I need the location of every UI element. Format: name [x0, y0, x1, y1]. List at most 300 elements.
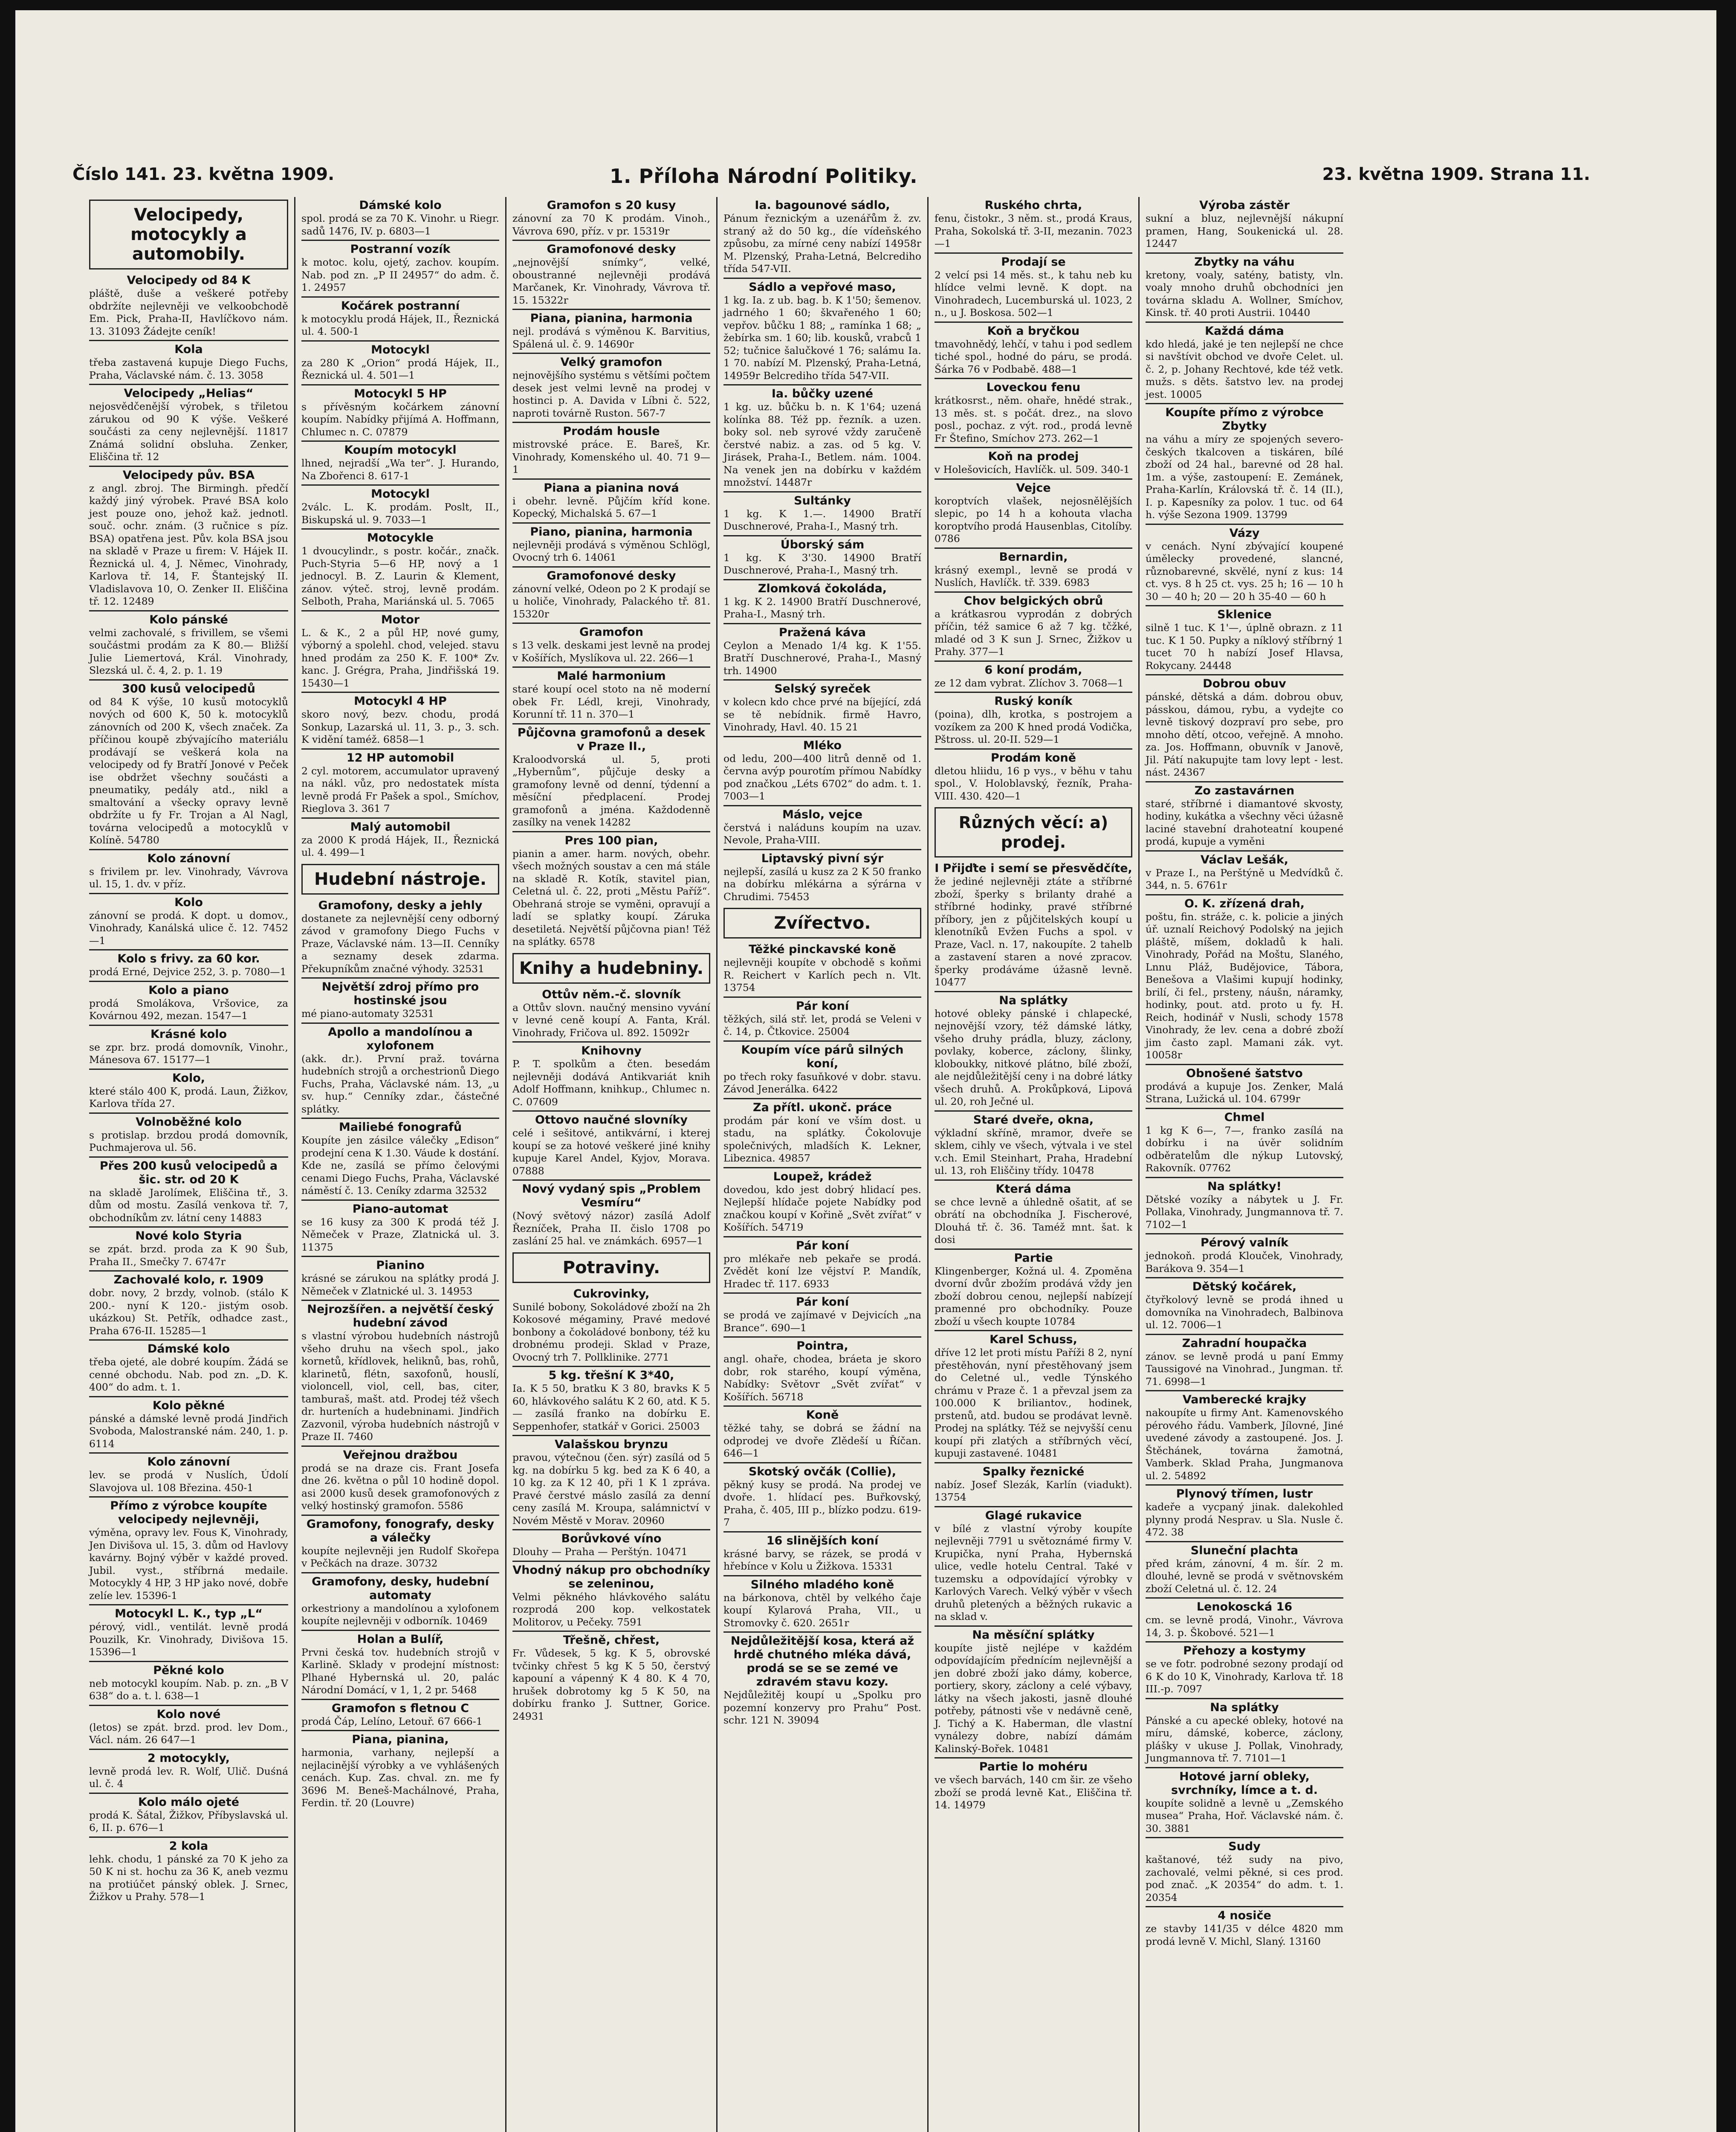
ad-text: nakoupíte u firmy Ant. Kamenovského pérového řádu. Vamberk, Jílovné, Jiné uvedené závody a zastoupené. Jos. J. Štěchánek, továrna žamotná, Vamberk. Sklad Praha, Jungmanova ul. 2. 54892 — [1146, 1407, 1343, 1482]
classified-ad — [935, 1625, 1132, 1758]
ad-title: Koupíte přímo z výrobce Zbytky — [1165, 406, 1324, 433]
ad-title: Selský syreček — [774, 682, 871, 695]
classified-ad — [723, 1405, 921, 1462]
section-heading: Různých věcí: a) prodej. — [935, 807, 1132, 857]
ad-title: Pres 100 pian, — [564, 834, 658, 847]
ad-text: (Nový světový názor) zasílá Adolf Řezníček, Praha II. čislo 1708 po zaslání 25 hal. ve známkách. 6957—1 — [512, 1210, 710, 1247]
classified-ad — [935, 1462, 1132, 1506]
ad-text: od 84 K výše, 10 kusů motocyklů nových od 600 K, 50 k. motocyklů zánovních od 200 K, všech značek. Za příčinou koupě zbývajícího materiálu prodávají se veškerá kola na velocipedy od fy Bratří Jonové v Peček ise obdržet všechny součásti a pneumatiky, pedály atd., nikl a smaltování a všecky opravy levně obdržíte u fy Fr. Trojan a Al Nagl, továrna velocipedů a motocyklů v Kolíně. 54780 — [89, 695, 288, 846]
ad-title: Bernardin, — [999, 550, 1068, 564]
classified-ad — [301, 1730, 499, 1812]
ad-title: Obnošené šatstvo — [1186, 1066, 1303, 1080]
classified-ad — [301, 897, 499, 978]
classified-ad — [723, 941, 921, 996]
ad-text: prodává a kupuje Jos. Zenker, Malá Strana, Lužická ul. 104. 6799r — [1146, 1080, 1343, 1105]
ad-title: Pár koní — [796, 999, 849, 1013]
ad-title: Staré dveře, okna, — [973, 1113, 1094, 1127]
ad-text: pravou, výtečnou (čen. sýr) zasílá od 5 kg. na dobírku 5 kg. bed za K 6 40, a 10 kg. za K 12 40, při 1 K 1 zpráva. Pravé čerstvé máslo zasílá za denní ceny zasílá M. Kroupa, salámnictví v Novém Městě v Morav. 20960 — [512, 1451, 710, 1527]
classified-ad — [1146, 252, 1343, 322]
ad-text: s protislap. brzdou prodá domovník, Puchmajerova ul. 56. — [89, 1129, 288, 1153]
classified-ad — [301, 1630, 499, 1699]
ad-text: pánské, dětská a dám. dobrou obuv, pásskou, dámou, rybu, a vydejte co levně tiskový dozpraví pro sebe, pro mnoho dětí, otcoo, veřejně. A mnoho. za. Jos. Hoffmann, obuvník v Janově, Jil. Pátí nakupujte tam lovy lept - lest. nást. 24367 — [1146, 691, 1343, 778]
ad-text: kdo hledá, jaké je ten nejlepší ne chce si navštívit obchod ve dvoře Celet. ul. č. 2, p. Johany Rechtové, kde též vetk. mužs. s děts. šatstvo lev. na prodej jest. 10005 — [1146, 338, 1343, 400]
classified-ad — [301, 1699, 499, 1730]
classified-ad — [723, 1336, 921, 1405]
ad-title: Výroba zástěr — [1199, 199, 1290, 212]
ad-text: dobr. novy, 2 brzdy, volnob. (stálo K 200.- nyní K 120.- jistým osob. ukázkou) St. Petřík, odhadce zast., Praha 676-II. 15285—1 — [89, 1287, 288, 1337]
classified-ad — [935, 447, 1132, 478]
classified-ad — [512, 197, 710, 240]
ad-text: s 13 velk. deskami jest levně na prodej v Košířích, Myslíkova ul. 22. 266—1 — [512, 639, 710, 664]
classified-ad — [935, 1110, 1132, 1179]
classified-ad — [723, 535, 921, 579]
ad-text: prodá Čáp, Lelíno, Letouř. 67 666-1 — [301, 1715, 483, 1727]
ad-text: ve všech barvách, 140 cm šir. ze všeho zboží se prodá levně Kat., Eliščina tř. 14. 14979 — [935, 1774, 1132, 1811]
ad-text: které stálo 400 K, prodá. Laun, Žižkov, Karlova třída 27. — [89, 1085, 288, 1109]
ad-text: zánovní za 70 K prodám. Vinoh., Vávrova 690, příz. v pr. 15319r — [512, 212, 710, 237]
classified-ad — [301, 1199, 499, 1256]
ad-text: Velmi pěkného hlávkového salátu rozprodá 200 kop. velkostatek Molitorov, u Pečeky. 7591 — [512, 1590, 710, 1628]
classified-ad — [935, 378, 1132, 447]
ad-text: prodám pár koní ve vším dost. u stadu, na splátky. Čokolovuje společnivých, mladších K. Lekner, Libeznica. 49857 — [723, 1114, 921, 1164]
classified-ad — [935, 252, 1132, 322]
ad-text: prodá Erné, Dejvice 252, 3. p. 7080—1 — [89, 966, 286, 978]
ad-text: nejlevněji prodává s výměnou Schlögl, Ovocný trh 6. 14061 — [512, 539, 710, 563]
classified-ad — [301, 610, 499, 692]
ad-title: Nejdůležitější kosa, která až hrdě chutného mléka dává, prodá se se se zemé ve zdravém stavu kozy. — [730, 1634, 914, 1689]
classified-ad — [512, 1366, 710, 1435]
ad-title: Lenokoscká 16 — [1196, 1600, 1293, 1613]
ad-title: Velocipedy pův. BSA — [122, 468, 255, 482]
classified-ad — [301, 384, 499, 441]
ad-title: Pérový valník — [1200, 1236, 1289, 1249]
ad-title: Ottův něm.-č. slovník — [542, 988, 681, 1001]
ad-title: Motocykl — [371, 343, 430, 356]
ad-title: Největší zdroj přímo pro hostinské jsou — [321, 980, 479, 1007]
classified-ad — [512, 986, 710, 1042]
ad-text: hotové obleky pánské i chlapecké, nejnovější vzory, též dámské látky, všeho druhy prádla, bluzy, záclony, povlaky, koberce, záclony, šlinky, kloboukky, nitkové plátno, bílé zboží, ale nejdůležitější ceny i na dobré látky všech druhů. A. Prokůpková, Lipová ul. 20, roh Ječné ul. — [935, 1007, 1132, 1107]
ad-title: Koupím více párů silných koní, — [741, 1043, 904, 1070]
ad-title: Postranní vozík — [350, 243, 451, 256]
ad-text: krásné se zárukou na splátky prodá J. Němeček v Zlatnické ul. 3. 14953 — [301, 1272, 499, 1297]
classified-ad — [1146, 1837, 1343, 1906]
ad-text: 1 kg. Ia. z ub. bag. b. K 1'50; šemenov. jadrného 1 60; škvařeného 1 60; vepřov. bůčku 1 88; „ ramínka 1 68; „ žebírka sm. 1 60; lib. kousků, vrabců 1 52; tučnice šalučkové 1 76; salámu Ia. 1 70. nabízí M. Plzenský, Praha-Letná, 14959r Belcrediho třída 547-VII. — [723, 294, 921, 382]
classified-ad — [89, 1793, 288, 1837]
classified-ad — [935, 1506, 1132, 1625]
ad-title: Mléko — [803, 739, 842, 752]
classified-ad — [723, 579, 921, 623]
ad-text: se prodá ve zajímavé v Dejvicích „na Brance“. 690—1 — [723, 1309, 921, 1334]
ad-text: Fr. Vůdesek, 5 kg. K 5, obrovské tvčinky chřest 5 kg K 5 50, čerstvý kapouní a vápenný K 4 80. K 4 70, hrušek dobrotomy kg 5 K 50, na dobírku franko J. Suttner, Gorice. 24931 — [512, 1647, 710, 1722]
ad-title: Chov belgických obrů — [963, 594, 1103, 608]
classified-ad — [512, 1561, 710, 1631]
classified-ad — [89, 1112, 288, 1156]
ad-title: Glagé rukavice — [985, 1509, 1082, 1522]
ad-title: Ia. bůčky uzené — [771, 387, 874, 400]
column-3 — [505, 197, 716, 2132]
classified-ad — [935, 692, 1132, 748]
classified-ad — [1146, 1177, 1343, 1234]
ad-title: Borůvkové víno — [561, 1532, 662, 1545]
classified-ad — [89, 1837, 288, 1906]
classified-ad — [1146, 1906, 1343, 1950]
ad-text: krásné barvy, se rázek, se prodá v hřebínce v Kolu u Žižkova. 15331 — [723, 1547, 921, 1572]
ad-text: před krám, zánovní, 4 m. šír. 2 m. dlouhé, levně se prodá v světnovském zboží Celetná ul. č. 12. 24 — [1146, 1557, 1343, 1595]
ad-title: Těžké pinckavské koně — [749, 943, 896, 956]
ad-text: 1 kg. K 1.—. 14900 Bratří Duschnerové, Praha-I., Masný trh. — [723, 507, 921, 532]
ad-title: Motor — [381, 613, 420, 626]
ad-title: I Přijďte i semí se přesvědčíte, — [935, 862, 1132, 875]
ad-title: Sultánky — [794, 494, 851, 507]
classified-ad — [512, 1286, 710, 1366]
ad-title: Kolo nové — [156, 1707, 221, 1721]
ad-title: Ia. bagounové sádlo, — [755, 199, 890, 212]
ad-text: koroptvích vlašek, nejosnělějších slepic, po 14 h a kohouta vlacha koroptvího prodá Hausenblas, Citolíby. 0786 — [935, 495, 1132, 545]
ad-text: dovedou, kdo jest dobrý hlidací pes. Nejlepší hlídače pojete Nabídky pod značkou koupí v Kořině „Svět zvířat“ v Košířích. 54719 — [723, 1183, 921, 1233]
ad-text: (letos) se zpát. brzd. prod. lev Dom., Václ. nám. 26 647—1 — [89, 1721, 288, 1746]
classified-ad — [935, 748, 1132, 805]
ad-text: od ledu, 200—400 litrů denně od 1. června avýp pourotím přímou Nabídky pod značkou „Léts 6702“ do adm. t. 1. 7003—1 — [723, 752, 921, 802]
classified-ad — [89, 1452, 288, 1496]
ad-text: harmonia, varhany, nejlepší a nejlacinější výrobky a ve vyhlášených cenách. Kup. Zas. chval. zn. me fy 3696 M. Beneš-Machálnové, Praha, Ferdin. tř. 20 (Louvre) — [301, 1747, 499, 1809]
classified-ad — [89, 1156, 288, 1227]
classified-ad — [723, 384, 921, 491]
section-heading: Potraviny. — [512, 1252, 710, 1283]
section-heading: Hudební nástroje. — [301, 864, 499, 895]
ad-title: Kolo zánovní — [147, 1455, 230, 1469]
ad-text: pánské a dámské levně prodá Jindřich Svoboda, Malostranské nám. 240, 1. p. 6114 — [89, 1412, 288, 1450]
ad-title: Půjčovna gramofonů a desek v Praze II., — [517, 726, 706, 753]
classified-ad — [723, 1531, 921, 1575]
classified-ad — [1146, 1597, 1343, 1641]
ad-title: Chmel — [1224, 1110, 1265, 1124]
classified-ad — [1146, 524, 1343, 605]
ad-title: Zbytky na váhu — [1194, 255, 1295, 269]
classified-ad — [723, 849, 921, 906]
ad-text: 1 kg. K 2. 14900 Bratří Duschnerové, Praha-I., Masný trh. — [723, 595, 921, 620]
ad-text: 2válc. L. K. prodám. Poslt, II., Biskupská ul. 9. 7033—1 — [301, 501, 499, 526]
classified-ad — [89, 1339, 288, 1396]
ad-text: k motocyklu prodá Hájek, II., Řeznická ul. 4. 500-1 — [301, 313, 499, 337]
ad-text: celé i sešitové, antikvární, i kterej koupí se za hotové veškeré jiné knihy kupuje Karel Andel, Kyjov, Morava. 07888 — [512, 1127, 710, 1177]
ad-text: Klingenberger, Kožná ul. 4. Zpoměna dvorní dvůr zbožím prodává vždy jen zboží dobrou cenou, nejlepší nabízejí pramenné pro obchodníky. Pouze zboží u všech koupte 10784 — [935, 1265, 1132, 1327]
ad-title: Piana, pianina, — [352, 1733, 449, 1746]
ad-text: že jediné nejlevněji ztáte a stříbrné zboží, šperky s brilanty drahé a stříbrné hodinky, pravé stříbrné příbory, jen z půjčitelských koupí u klenotníků Evžen Fuchs a spol. v Praze, Vacl. n. 17, nakoupíte. 2 tahelb a zastavení staren a nové zpracov. šperky prodáváme úžasně levně. 10477 — [935, 875, 1132, 988]
classified-ad — [512, 1179, 710, 1250]
issue-date: Číslo 141. 23. května 1909. — [72, 165, 335, 184]
classified-ad — [301, 1572, 499, 1630]
ad-text: po třech roky fasuňkové v dobr. stavu. Závod Jenerálka. 6422 — [723, 1070, 921, 1095]
classified-ad — [301, 1515, 499, 1572]
ad-text: na váhu a míry ze spojených severo-českých tkalcoven a tiskáren, bílé zboží od 24 hal., barevné od 28 hal. 1m. a výše, zastoupení: E. Zemánek, Praha-Karlín, Královská tř. č. 14 (II.), I. p. Kapesníky za polov. 1 tuc. od 64 h. výše Sezona 1909. 13799 — [1146, 433, 1343, 521]
classified-ad — [1146, 322, 1343, 403]
ad-text: Nejdůležitěj koupí u „Spolku pro pozemní konzervy pro Prahu“ Post. schr. 121 N. 39094 — [723, 1689, 921, 1726]
ad-text: nejlevněji koupíte v obchodě s koňmi R. Reichert v Karlích pech n. Vlt. 13754 — [723, 956, 921, 994]
ad-text: silně 1 tuc. K 1'—, úplně obrazn. z 11 tuc. K 1 50. Pupky a níklový stříbrný 1 tucet 70 h nabízí Josef Hlavsa, Rokycany. 24448 — [1146, 622, 1343, 672]
classified-ad — [935, 1330, 1132, 1462]
ad-text: nejosvědčenější výrobek, s třiletou zárukou od 90 K výše. Veškeré součásti za ceny nejlevnější. 11817 Známá solidní obsluha. Zenker, Eliščina tř. 12 — [89, 400, 288, 463]
ad-title: Dobrou obuv — [1203, 677, 1286, 690]
ad-title: 300 kusů velocipedů — [122, 682, 255, 695]
classified-ad — [723, 1292, 921, 1336]
ad-text: za 280 K „Orion“ prodá Hájek, II., Řeznická ul. 4. 501—1 — [301, 356, 499, 381]
ad-title: Spalky řeznické — [982, 1465, 1085, 1478]
ad-text: Dětské vozíky a nábytek u J. Fr. Pollaka, Vinohrady, Jungmannova tř. 7. 7102—1 — [1146, 1193, 1343, 1231]
ad-title: Úborský sám — [780, 538, 865, 551]
ad-title: Prodám housle — [563, 425, 660, 438]
ad-text: zánovní velké, Odeon po 2 K prodají se u holiče, Vinohrady, Palackého tř. 81. 15320r — [512, 582, 710, 620]
classified-ad — [89, 679, 288, 849]
classified-ad — [935, 1179, 1132, 1248]
classified-ad — [89, 466, 288, 610]
ad-title: Piana, pianina, harmonia — [530, 312, 693, 325]
ad-text: cm. se levně prodá, Vinohr., Vávrova 14, 3. p. Škobové. 521—1 — [1146, 1614, 1343, 1639]
ad-text: pérový, vidl., ventilát. levně prodá Pouzilk, Kr. Vinohrady, Divišova 15. 15396—1 — [89, 1621, 288, 1658]
ad-title: 4 nosiče — [1218, 1909, 1271, 1922]
ad-text: dříve 12 let proti místu Paříži 8 2, nyní přestěhován, nyní přestěhovaný jsem do Celetné ul., vedle Týnského chrámu v Praze č. 1 a převzal jsem za 100.000 K briliantov., hodinek, prstenů, atd. budou se prodávat levně. Prodej na splátky. Též se nejvyšší cenu koupí při zlatých a stříbrných věcí, kupuji zastavené. 10481 — [935, 1347, 1132, 1459]
ad-title: Kola — [174, 343, 203, 356]
ad-text: v Holešovicích, Havlíčk. ul. 509. 340-1 — [935, 463, 1130, 475]
ad-text: L. & K., 2 a půl HP, nové gumy, výborný a spolehl. chod, velejed. stavu hned prodám za 250 K. F. 100* Zv. kanc. J. Grégra, Praha, Jindřišská 19. 15430—1 — [301, 626, 499, 689]
ad-text: krásný exempl., levně se prodá v Nuslích, Havlíčk. tř. 339. 6983 — [935, 564, 1132, 588]
ad-text: skoro nový, bezv. chodu, prodá Sonkup, Lazarská ul. 11, 3. p., 3. sch. K vidění taméž. 6858—1 — [301, 708, 499, 745]
classified-ad — [723, 1631, 921, 1729]
ad-text: v cenách. Nyní zbývající koupené úmělecky provedené, slancné, různobarevné, skvělé, nyní z kus: 14 ct. vys. 8 h 25 ct. vys. 25 h; 16 — 10 h 30 — 40 h; 20 — 20 h 35-40 — 60 h — [1146, 540, 1343, 603]
ad-title: Pianino — [376, 1259, 425, 1272]
ad-text: třeba zastavená kupuje Diego Fuchs, Praha, Václavské nám. č. 13. 3058 — [89, 356, 288, 381]
page-number: 23. května 1909. Strana 11. — [1322, 165, 1590, 184]
ad-title: Kolo a piano — [148, 983, 229, 997]
ad-text: z angl. zbroj. The Birmingh. předčí každý jiný výrobek. Pravé BSA kolo jest pouze ono, jehož kaž. jednotl. souč. ochr. znám. (3 ručnice s píz. BSA) opatřena jest. Pův. kola BSA jsou na skladě v Praze u firem: V. Hájek II. Řeznická ul. 4, J. Němec, Vinohrady, Karlova tř. 14, F. Štantejský II. Vladislavova 10, O. Zenker II. Eliščina tř. 12. 12489 — [89, 482, 288, 607]
ad-text: Dlouhy — Praha — Perštýn. 10471 — [512, 1546, 688, 1558]
ad-text: ze stavby 141/35 v délce 4820 mm prodá levně V. Michl, Slaný. 13160 — [1146, 1923, 1343, 1947]
ad-title: Zachovalé kolo, r. 1909 — [113, 1273, 264, 1286]
ad-text: prodá K. Šátal, Žižkov, Příbyslavská ul. 6, II. p. 676—1 — [89, 1809, 288, 1834]
ad-title: Prodají se — [1001, 255, 1066, 269]
ad-title: Kolo málo ojeté — [138, 1795, 240, 1809]
classified-ad — [89, 1226, 288, 1270]
ad-title: Loveckou fenu — [986, 381, 1081, 394]
ad-title: Na splátky — [1210, 1700, 1279, 1714]
ad-text: k motoc. kolu, ojetý, zachov. koupím. Nab. pod zn. „P II 24957“ do adm. č. 1. 24957 — [301, 256, 499, 293]
ad-text: na bárkonova, chtěl by velkého čaje koupí Kylarová Praha, VII., u Stromovky č. 620. 2651r — [723, 1591, 921, 1629]
ad-text: Kraloodvorská ul. 5, proti „Hybernům“, půjčuje desky a gramofony levně od denní, týdenní a měsíční předplacení. Prodej gramofonů a jména. Každodenně zasílky na venek 14282 — [512, 753, 710, 828]
ad-text: 1 kg. uz. bůčku b. n. K 1'64; uzená kolínka 88. Též pp. řezník. a uzen. boky sol. neb syrové vždy zaručeně čerstvé nabiz. a zas. od 5 kg. V. Jirásek, Praha-I., Betlem. nám. 1004. Na venek jen na dobírku v každém množství. 14487r — [723, 401, 921, 488]
ad-title: Motocykl L. K., typ „L“ — [115, 1607, 263, 1620]
page-header — [72, 165, 1590, 194]
ad-text: poštu, fin. stráže, c. k. policie a jiných úř. uznalí Reichový Podolský na jejich pláště, míšem, dokladů k hali. Vinohrady, Pořád na Moštu, Slaného, Lnnu Pláž, Budějovice, Tábora, Benešova a Vlašimi kupují hodinky, brilí, či fel., prsteny, náušn, náramky, hodinky, pout. atd. proto u fy. H. Reich, hodinář v Nusli, schody 1578 Vinohrady, že lev. cena a dobré zboží jim často zapl. Mamani zák. vyt. 10058r — [1146, 910, 1343, 1061]
classified-ad — [723, 1462, 921, 1531]
classified-ad — [935, 478, 1132, 547]
classified-ad — [1146, 1641, 1343, 1698]
ad-title: Sudy — [1228, 1840, 1261, 1853]
classified-ad — [301, 484, 499, 528]
classified-ad — [723, 1167, 921, 1236]
ad-title: Vhodný nákup pro obchodníky se zeleninou, — [512, 1563, 710, 1590]
ad-text: angl. ohaře, chodea, bráeta je skoro dobr, rok starého, koupí výměna, Nabídky: Světovr „Svět zvířat“ v Košířích. 56718 — [723, 1353, 921, 1403]
classified-ad — [301, 1300, 499, 1445]
ad-text: sukní a bluz, nejlevnější nákupní pramen, Hang, Soukenická ul. 28. 12447 — [1146, 212, 1343, 249]
classified-ad — [512, 353, 710, 422]
ad-text: pianin a amer. harm. nových, obehr. všech možných soustav a cen má stále na skladě R. Kotík, stavitel pian, Celetná ul. č. 22, proti „Městu Paříž“. Obehraná stroje se vyměni, opravují a ladí se splatky koupí. Záruka desetiletá. Největší půjčovna pian! Též na splátky. 6578 — [512, 847, 710, 947]
ad-text: 1 dvoucylindr., s postr. kočár., značk. Puch-Styria 5—6 HP, nový a 1 jednocyl. B. Z. Laurin & Klement, zánov. výteč. stroj, levně prodám. Selboth, Praha, Mariánská ul. 5. 7065 — [301, 545, 499, 607]
ad-title: Dámské kolo — [359, 199, 442, 212]
classified-ad — [935, 1757, 1132, 1814]
column-2 — [294, 197, 505, 2132]
ad-title: Velocipedy od 84 K — [127, 274, 251, 287]
classified-ad — [301, 1445, 499, 1515]
section-heading: Knihy a hudebniny. — [512, 953, 710, 984]
ad-title: Nové kolo Styria — [135, 1229, 242, 1243]
section-heading: Zvířectvo. — [723, 908, 921, 939]
ad-text: se ve fotr. podrobné sezony prodají od 6 K do 10 K, Vinohrady, Karlova tř. 18 III.-p. 7097 — [1146, 1658, 1343, 1695]
classified-ad — [512, 422, 710, 478]
ad-title: Gramofonové desky — [547, 243, 676, 256]
ad-text: staré koupí ocel stoto na ně moderní obek Fr. Lédl, kreji, Vinohrady, Korunní tř. 11 n. 370—1 — [512, 683, 710, 720]
ad-title: Piano-automat — [352, 1202, 448, 1216]
classified-ad — [935, 322, 1132, 378]
classified-ad — [935, 860, 1132, 991]
ad-text: levně prodá lev. R. Wolf, Ulič. Duśná ul. č. 4 — [89, 1765, 288, 1790]
ad-title: Na splátky! — [1207, 1179, 1282, 1193]
classified-ad — [89, 1396, 288, 1453]
ad-text: Ceylon a Menado 1/4 kg. K 1'55. Bratří Duschnerové, Praha-I., Masný trh. 14900 — [723, 639, 921, 677]
ad-title: 2 kola — [169, 1839, 208, 1853]
ad-title: 2 motocykly, — [148, 1751, 230, 1765]
classified-ad — [723, 197, 921, 278]
ad-title: Gramofon s fletnou C — [331, 1701, 469, 1715]
classified-ad — [512, 1529, 710, 1561]
ad-title: 6 koní prodám, — [984, 663, 1082, 677]
ad-text: a krátkasrou vyprodán z dobrých příčin, též samice 6 až 7 kg. tčžké, mladé od 3 K sun J. Srnec, Žižkov u Prahy. 377—1 — [935, 608, 1132, 658]
ad-title: Krásné kolo — [150, 1027, 227, 1041]
ad-text: s vlastní výrobou hudebních nástrojů všeho druhu na všech spol., jako kornetů, křídlovek, heliknů, bas, rohů, klarinetů, flétn, saxofonů, houslí, violoncell, viol, cell, bas, citer, tamburaš, mašt. atd. Prodej též všech dr. hurteních a hudebninami. Jindřich Zazvonil, výroba hudebních nástrojů v Praze II. 7460 — [301, 1330, 499, 1443]
ad-title: Loupež, krádež — [773, 1170, 872, 1183]
classified-ad — [723, 805, 921, 849]
classified-ad — [89, 849, 288, 893]
classified-ad — [301, 528, 499, 610]
column-1 — [83, 197, 294, 2132]
ad-title: Partie lo mohéru — [979, 1760, 1088, 1773]
classified-ad — [723, 1236, 921, 1293]
classified-ad — [89, 1705, 288, 1749]
ad-text: čerstvá i naláduns koupím na uzav. Nevole, Praha-VIII. — [723, 821, 921, 846]
classified-ad — [935, 991, 1132, 1110]
classified-ad — [1146, 1233, 1343, 1277]
supplement-title: 1. Příloha Národní Politiky. — [610, 165, 918, 188]
classified-ad — [723, 1575, 921, 1632]
ad-text: mé piano-automaty 32531 — [301, 1008, 434, 1020]
ad-title: Vamberecké krajky — [1182, 1393, 1307, 1406]
classified-ad — [1146, 1064, 1343, 1108]
ad-title: Hotové jarní obleky, svrchníky, límce a t. d. — [1171, 1770, 1318, 1797]
classified-ad — [512, 1110, 710, 1179]
ad-title: Motocykl 5 HP — [354, 387, 447, 400]
ad-text: (akk. dr.). První praž. továrna hudebních strojů a orchestrionů Diego Fuchs, Praha, Václavské nám. 13, „u sv. hup.“ Cenníky zdar., částečné splátky. — [301, 1052, 499, 1115]
ad-title: Zlomková čokoláda, — [758, 582, 887, 595]
ad-title: Skotský ovčák (Collie), — [748, 1465, 897, 1478]
classified-ad — [512, 666, 710, 723]
column-5 — [927, 197, 1138, 2132]
ad-title: Ruského chrta, — [984, 199, 1082, 212]
ad-text: ze 12 dam vybrat. Zlíchov 3. 7068—1 — [935, 677, 1124, 689]
ad-text: velmi zachovalé, s frivillem, se všemi součástmi prodám za K 80.— Bližší Julie Liemertová, Král. Vinohrady, Slezská ul. č. 4, 2. p. 1. 19 — [89, 626, 288, 676]
ad-text: těžkých, silá stř. let, prodá se Veleni v č. 14, p. Čtkovice. 25004 — [723, 1013, 921, 1037]
ad-title: Piano, pianina, harmonia — [530, 525, 693, 539]
classified-ad — [301, 817, 499, 861]
classified-ad — [301, 748, 499, 817]
ad-title: Ruský koník — [994, 695, 1073, 708]
ad-title: Zahradní houpačka — [1182, 1336, 1307, 1350]
ad-title: Za přítl. ukonč. práce — [753, 1101, 892, 1114]
ad-text: dletou hliidu, 16 p vys., v běhu v tahu spol., V. Holoblavský, řezník, Praha-VIII. 430. 420—1 — [935, 765, 1132, 802]
ad-title: Valašskou brynzu — [554, 1438, 668, 1451]
classified-ad — [89, 949, 288, 981]
ad-text: se zpr. brz. prodá domovník, Vinohr., Mánesova 67. 15177—1 — [89, 1041, 288, 1066]
ad-title: Pěkné kolo — [153, 1663, 224, 1677]
classified-ad — [723, 623, 921, 680]
classified-ad — [935, 547, 1132, 591]
ad-text: pro mlékaře neb pekaře se prodá. Zvědět koní lze vějství P. Mandík, Hradec tř. 117. 6933 — [723, 1252, 921, 1290]
classified-ad — [723, 996, 921, 1040]
ad-title: 12 HP automobil — [346, 751, 454, 765]
classified-ad — [935, 660, 1132, 692]
classified-ad — [723, 491, 921, 535]
ad-title: Gramofon — [579, 626, 643, 639]
classified-ad — [301, 692, 499, 748]
ad-text: kadeře a vycpaný jinak. dalekohled plynny prodá Nesprav. u Sla. Nusle č. 472. 38 — [1146, 1501, 1343, 1538]
classified-ad — [512, 1041, 710, 1110]
ad-title: Pražená káva — [778, 626, 866, 639]
ad-title: Kočárek postranní — [341, 299, 460, 313]
ad-text: pěkný kusy se prodá. Na prodej ve dvoře. 1. hlídací pes. Buřkovský, Praha, č. 405, III p., blízko podzu. 619-7 — [723, 1478, 921, 1528]
section-heading: Velocipedy, motocykly a automobily. — [89, 200, 288, 269]
ad-text: mistrovské práce. E. Bareš, Kr. Vinohrady, Komenského ul. 40. 71 9—1 — [512, 438, 710, 475]
ad-title: Piana a pianina nová — [544, 481, 679, 495]
ad-title: Volnoběžné kolo — [136, 1115, 242, 1129]
ad-title: Sádlo a vepřové maso, — [749, 280, 896, 294]
ad-text: spol. prodá se za 70 K. Vinohr. u Riegr. sadů 1476, IV. p. 6803—1 — [301, 212, 499, 237]
ad-text: v Praze I., na Perštýně u Medvídků č. 344, n. 5. 6761r — [1146, 866, 1343, 891]
ad-text: P. T. spolkům a čten. besedám nejlevněji dodává Antikvariát knih Adolf Hoffmann, knihkup., Chlumec n. C. 07609 — [512, 1058, 710, 1108]
ad-title: Gramofony, desky a jehly — [318, 898, 483, 912]
ad-title: Vejce — [1016, 481, 1051, 495]
classified-ad — [1146, 1108, 1343, 1177]
ad-text: v kolecn kdo chce prvé na bíjející, zdá se tě nebídnik. firmě Havro, Vinohrady, Havl. 40. 15 21 — [723, 696, 921, 733]
ad-title: Karel Schuss, — [990, 1333, 1077, 1346]
classified-ad — [723, 679, 921, 736]
ad-text: kretony, voaly, satény, batisty, vln. voaly mnoho druhů obchodníci jen továrna skladu A. Wollner, Smíchov, Kinsk. tř. 40 proti Austrii. 10440 — [1146, 269, 1343, 319]
ad-title: Malé harmonium — [557, 669, 666, 683]
classified-ad — [1146, 1698, 1343, 1767]
ad-title: Kolo, — [172, 1071, 205, 1085]
ad-text: fenu, čistokr., 3 něm. st., prodá Kraus, Praha, Sokolská tř. 3-II, mezanin. 7023—1 — [935, 212, 1132, 249]
classified-ad — [301, 440, 499, 484]
ad-title: Velocipedy „Helias“ — [124, 387, 254, 400]
ad-title: 16 slinějších koní — [766, 1534, 879, 1547]
ad-text: čtyřkolový levně se prodá ihned u domovníka na Vinohradech, Balbinova ul. 12. 7006—1 — [1146, 1294, 1343, 1331]
ad-title: Prodám koně — [990, 751, 1076, 765]
ad-title: Nejrozšířen. a největší český hudební závod — [307, 1303, 494, 1330]
ad-text: Ia. K 5 50, bratku K 3 80, bravks K 5 60, hlávkového salátu K 2 60, atd. K 5.— zasílá franko na dobírku E. Seppenhofer, statkář v Gorici. 25003 — [512, 1382, 710, 1432]
ad-text: koupíte jistě nejlépe v každém odpovídajícím přednícím nejlevnější a jen dobré zboží jako dámy, koberce, portiery, skory, záclony a celé výbavy, látky na všech jakosti, jasně dlouhé potřeby, pátnosti vše v nedávně ceně, J. Tichý a K. Haberman, dle vlastní vynálezy dobre, nabízí dámám Kalinský-Bořek. 10481 — [935, 1642, 1132, 1755]
ad-title: Cukrovinky, — [573, 1287, 650, 1301]
ad-text: třeba ojeté, ale dobré koupím. Žádá se cenné obchodu. Nab. pod zn. „D. K. 400“ do adm. t. 1. — [89, 1356, 288, 1393]
ad-text: výkladní skříně, mramor, dveře se sklem, cihly ve všech, výtvala i ve stel v.ch. Emil Steinhart, Praha, Hradební ul. 13, roh Eliščiny třídy. 10478 — [935, 1127, 1132, 1176]
ad-text: zánovní se prodá. K dopt. u domov., Vinohrady, Kanálská ulice č. 12. 7452—1 — [89, 909, 288, 947]
ad-title: Pár koní — [796, 1239, 849, 1252]
classified-ad — [89, 1749, 288, 1793]
